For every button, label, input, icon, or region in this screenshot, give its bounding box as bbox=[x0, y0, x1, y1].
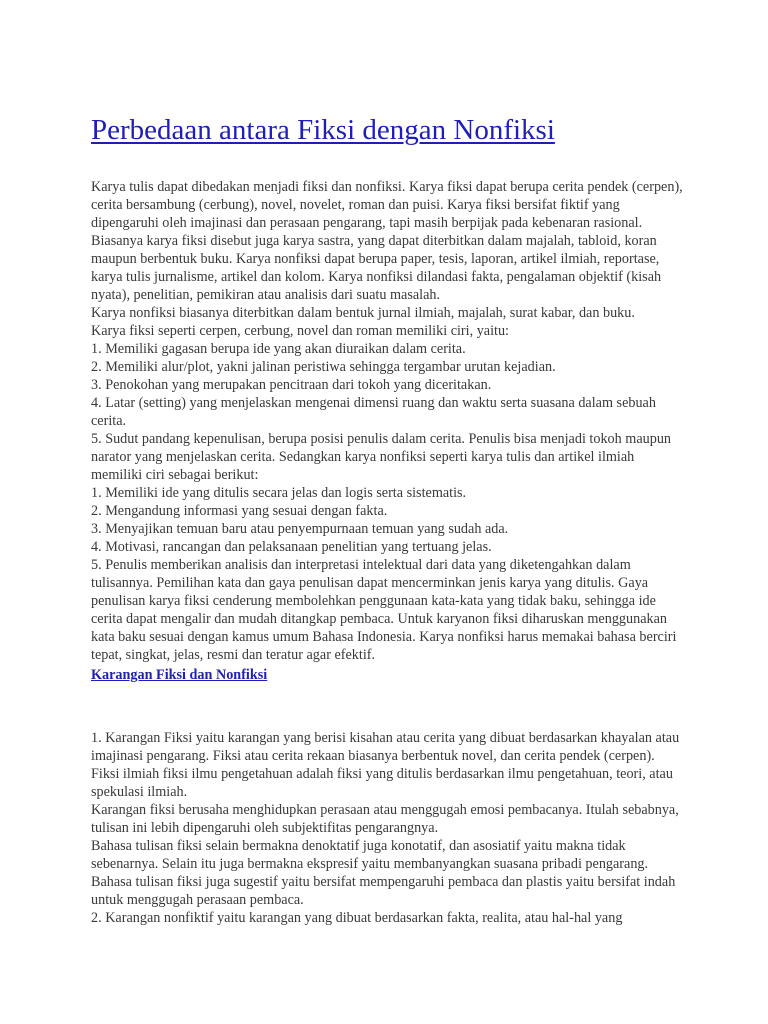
paragraph: 1. Karangan Fiksi yaitu karangan yang berisi kisahan atau cerita yang dibuat berdasarkan khayalan atau imajinasi pengarang. Fiksi atau cerita rekaan biasanya berbentuk novel, dan cerita pendek (cerpen). Fiksi ilmiah fiksi ilmu pengetahuan adalah fiksi yang ditulis berdasarkan ilmu pengetahuan, teori, atau spekulasi ilmiah. bbox=[91, 730, 680, 800]
paragraph: Karya fiksi seperti cerpen, cerbung, novel dan roman memiliki ciri, yaitu: bbox=[91, 323, 509, 339]
spacer bbox=[91, 684, 684, 729]
list-item: 5. Sudut pandang kepenulisan, berupa posisi penulis dalam cerita. Penulis bisa menjadi tokoh maupun narator yang menjelaskan cerita. Sedangkan karya nonfiksi seperti karya tulis dan artikel ilmiah memiliki ciri sebagai berikut: bbox=[91, 431, 672, 483]
document-title[interactable]: Perbedaan antara Fiksi dengan Nonfiksi bbox=[91, 114, 555, 146]
paragraph: 2. Karangan nonfiktif yaitu karangan yang dibuat berdasarkan fakta, realita, atau hal-hal yang bbox=[91, 910, 623, 926]
paragraph: Karya tulis dapat dibedakan menjadi fiksi dan nonfiksi. Karya fiksi dapat berupa cerita pendek (cerpen), cerita bersambung (cerbung), novel, novelet, roman dan puisi. Karya fiksi bersifat fiktif yang dipengaruhi oleh imajinasi dan perasaan pengarang, tapi masih berpijak pada kebenaran rasional. Biasanya karya fiksi disebut juga karya sastra, yang dapat diterbitkan dalam majalah, tabloid, koran maupun berbentuk buku. Karya nonfiksi dapat berupa paper, tesis, laporan, artikel ilmiah, reportase, karya tulis jurnalisme, artikel dan kolom. Karya nonfiksi dilandasi fakta, pengalaman objektif (kisah nyata), penelitian, pemikiran atau analisis dari suatu masalah. bbox=[91, 179, 683, 303]
list-item: 3. Menyajikan temuan baru atau penyempurnaan temuan yang sudah ada. bbox=[91, 521, 509, 537]
list-item: 5. Penulis memberikan analisis dan interpretasi intelektual dari data yang diketengahkan dalam tulisannya. Pemilihan kata dan gaya penulisan dapat mencerminkan jenis karya yang ditulis. Gaya penulisan karya fiksi cenderung membolehkan penggunaan kata-kata yang tidak baku, sehingga ide cerita dapat mengalir dan mudah ditangkap pembaca. Untuk karyanon fiksi diharuskan menggunakan kata baku sesuai dengan kamus umum Bahasa Indonesia. Karya nonfiksi harus memakai bahasa berciri tepat, singkat, jelas, resmi dan teratur agar efektif. bbox=[91, 557, 677, 663]
section-body-1 bbox=[91, 178, 684, 664]
list-item: 4. Latar (setting) yang menjelaskan mengenai dimensi ruang dan waktu serta suasana dalam sebuah cerita. bbox=[91, 395, 656, 429]
list-item: 3. Penokohan yang merupakan pencitraan dari tokoh yang diceritakan. bbox=[91, 377, 492, 393]
paragraph: Karangan fiksi berusaha menghidupkan perasaan atau menggugah emosi pembacanya. Itulah sebabnya, tulisan ini lebih dipengaruhi oleh subjektifitas pengarangnya. bbox=[91, 802, 679, 836]
list-item: 2. Mengandung informasi yang sesuai dengan fakta. bbox=[91, 503, 388, 519]
paragraph: Bahasa tulisan fiksi selain bermakna denoktatif juga konotatif, dan asosiatif yaitu makna tidak sebenarnya. Selain itu juga bermakna ekspresif yaitu membanyangkan suasana pribadi pengarang. Bahasa tulisan fiksi juga sugestif yaitu bersifat mempengaruhi pembaca dan plastis yaitu bersifat indah untuk menggugah perasaan pembaca. bbox=[91, 838, 676, 908]
subheading-link[interactable]: Karangan Fiksi dan Nonfiksi bbox=[91, 667, 268, 683]
paragraph: Karya nonfiksi biasanya diterbitkan dalam bentuk jurnal ilmiah, majalah, surat kabar, dan buku. bbox=[91, 305, 635, 321]
list-item: 4. Motivasi, rancangan dan pelaksanaan penelitian yang tertuang jelas. bbox=[91, 539, 492, 555]
section-body-2 bbox=[91, 729, 684, 927]
list-item: 1. Memiliki gagasan berupa ide yang akan diuraikan dalam cerita. bbox=[91, 341, 466, 357]
list-item: 1. Memiliki ide yang ditulis secara jelas dan logis serta sistematis. bbox=[91, 485, 467, 501]
list-item: 2. Memiliki alur/plot, yakni jalinan peristiwa sehingga tergambar urutan kejadian. bbox=[91, 359, 556, 375]
